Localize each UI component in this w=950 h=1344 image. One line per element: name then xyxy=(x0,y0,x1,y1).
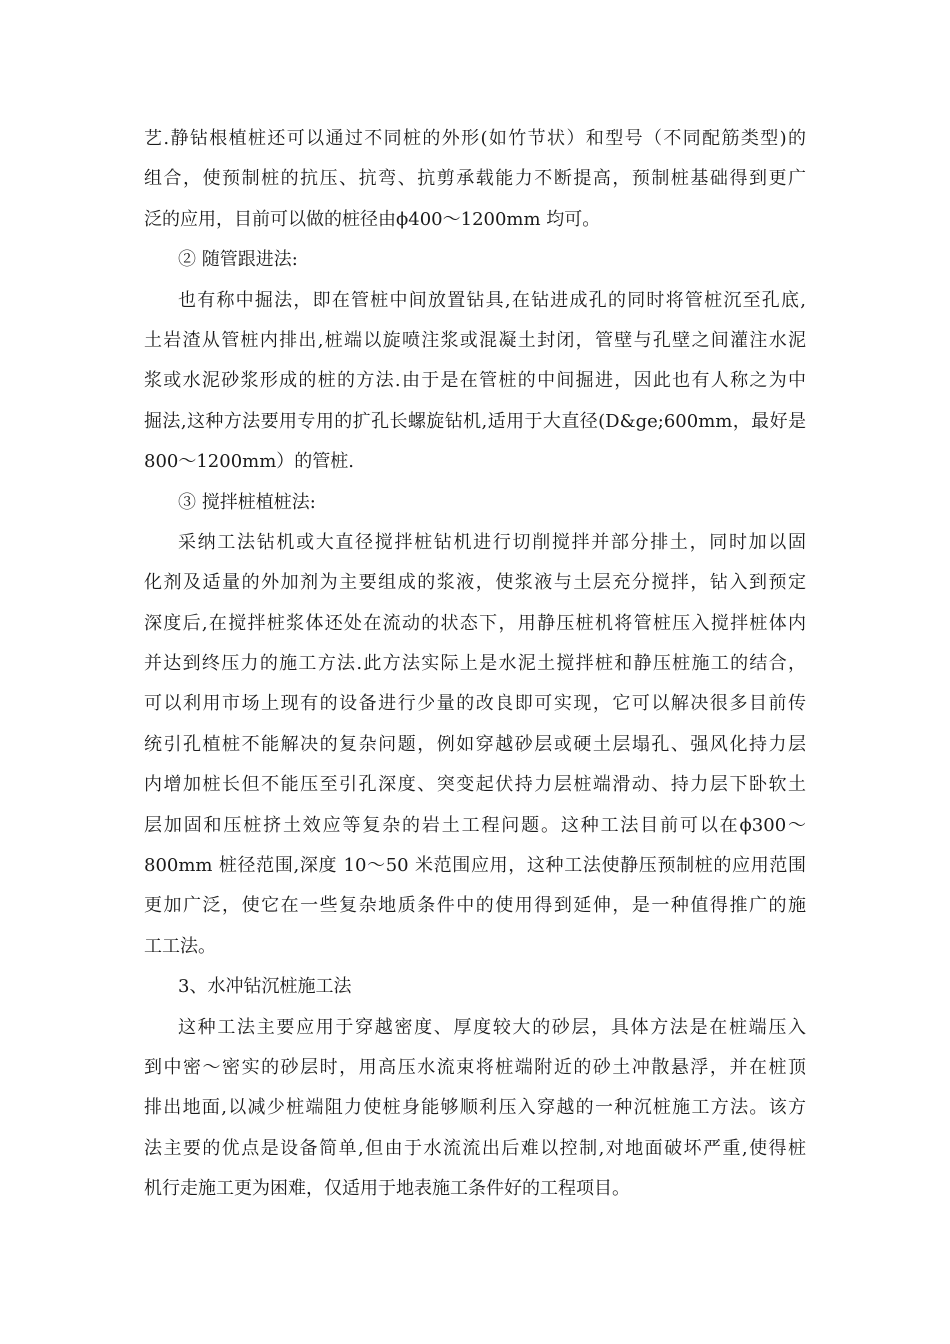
section-heading: 3、水冲钻沉桩施工法 xyxy=(178,976,352,998)
section-heading: ③ 搅拌桩植桩法: xyxy=(178,491,316,513)
document-page xyxy=(144,119,806,1210)
text-line: 这种工法主要应用于穿越密度、厚度较大的砂层，具体方法是在桩端压入 xyxy=(178,1016,806,1038)
text-line: 土岩渣从管桩内排出,桩端以旋喷注浆或混凝土封闭，管壁与孔壁之间灌注水泥 xyxy=(144,329,806,351)
text-line: 浆或水泥砂浆形成的桩的方法.由于是在管桩的中间掘进，因此也有人称之为中 xyxy=(144,370,806,392)
text-line: 可以利用市场上现有的设备进行少量的改良即可实现，它可以解决很多目前传 xyxy=(144,693,806,715)
text-line: 工工法。 xyxy=(144,935,216,957)
text-line: 掘法,这种方法要用专用的扩孔长螺旋钻机,适用于大直径(D&ge;600mm，最好是 xyxy=(144,410,806,432)
section-heading: ② 随管跟进法: xyxy=(178,249,298,271)
text-line: 也有称中掘法，即在管桩中间放置钻具,在钻进成孔的同时将管桩沉至孔底, xyxy=(178,289,806,311)
text-line: 化剂及适量的外加剂为主要组成的浆液，使浆液与土层充分搅拌，钻入到预定 xyxy=(144,572,806,594)
text-line: 排出地面,以减少桩端阻力使桩身能够顺利压入穿越的一种沉桩施工方法。该方 xyxy=(144,1097,806,1119)
text-line: 机行走施工更为困难，仅适用于地表施工条件好的工程项目。 xyxy=(144,1178,630,1200)
text-line: 统引孔植桩不能解决的复杂问题，例如穿越砂层或硬土层塌孔、强风化持力层 xyxy=(144,733,806,755)
text-line: 艺.静钻根植桩还可以通过不同桩的外形(如竹节状）和型号（不同配筋类型)的 xyxy=(144,128,806,149)
text-line: 采纳工法钻机或大直径搅拌桩钻机进行切削搅拌并部分排土，同时加以固 xyxy=(178,531,806,553)
text-line: 到中密～密实的砂层时，用高压水流束将桩端附近的砂土冲散悬浮，并在桩顶 xyxy=(144,1056,806,1078)
text-line: 800～1200mm）的管桩. xyxy=(144,451,355,473)
text-line: 深度后,在搅拌桩浆体还处在流动的状态下，用静压桩机将管桩压入搅拌桩体内 xyxy=(144,612,806,634)
text-line: 泛的应用，目前可以做的桩径由ϕ400～1200mm 均可。 xyxy=(144,208,601,230)
text-line: 组合，使预制桩的抗压、抗弯、抗剪承载能力不断提高，预制桩基础得到更广 xyxy=(144,168,806,190)
text-line: 更加广泛，使它在一些复杂地质条件中的使用得到延伸，是一种值得推广的施 xyxy=(144,895,806,917)
text-line: 并达到终压力的施工方法.此方法实际上是水泥土搅拌桩和静压桩施工的结合， xyxy=(144,653,806,675)
text-line: 800mm 桩径范围,深度 10～50 米范围应用，这种工法使静压预制桩的应用范围 xyxy=(144,855,806,877)
text-line: 层加固和压桩挤土效应等复杂的岩土工程问题。这种工法目前可以在ϕ300～ xyxy=(144,814,806,836)
text-line: 法主要的优点是设备简单,但由于水流流出后难以控制,对地面破坏严重,使得桩 xyxy=(144,1137,806,1159)
text-line: 内增加桩长但不能压至引孔深度、突变起伏持力层桩端滑动、持力层下卧软土 xyxy=(144,774,806,796)
